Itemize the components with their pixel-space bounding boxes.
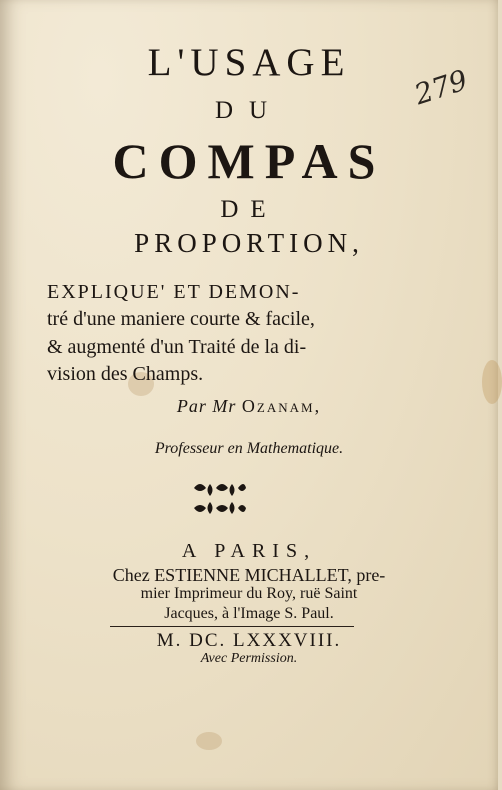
author-line xyxy=(0,396,498,417)
manuscript-annotation xyxy=(410,62,472,112)
fleuron-ornament-icon xyxy=(190,478,248,520)
subtitle-line-4: vision des Champs. xyxy=(47,363,204,385)
permission-note: Avec Permission. xyxy=(200,651,298,666)
imprint-line-2: mier Imprimeur du Roy, ruë Saint xyxy=(140,585,358,602)
divider-rule xyxy=(110,626,354,627)
subtitle-line-3: & augmenté d'un Traité de la di- xyxy=(47,336,307,358)
title-compas: COMPAS xyxy=(112,133,386,189)
imprint-line-3: Jacques, à l'Image S. Paul. xyxy=(164,605,334,622)
title-de: DE xyxy=(220,196,278,223)
publication-year: M. DC. LXXXVIII. xyxy=(156,630,342,651)
author-prefix: Par Mr xyxy=(176,396,237,416)
title-proportion: PROPORTION, xyxy=(134,228,364,258)
author-profession: Professeur en Mathematique. xyxy=(154,440,344,457)
subtitle-line-1: EXPLIQUE' ET DEMON- xyxy=(47,281,301,303)
title-du: DU xyxy=(214,97,284,124)
imprint-city: A PARIS, xyxy=(181,540,317,562)
svg-text:279: 279 xyxy=(410,63,472,112)
subtitle-line-2: tré d'une maniere courte & facile, xyxy=(47,308,315,330)
foxing-spot xyxy=(196,732,222,750)
imprint-line-1: Chez ESTIENNE MICHALLET, pre- xyxy=(112,565,386,585)
author-name: Ozanam, xyxy=(241,396,322,416)
title-usage: L'USAGE xyxy=(147,41,351,84)
